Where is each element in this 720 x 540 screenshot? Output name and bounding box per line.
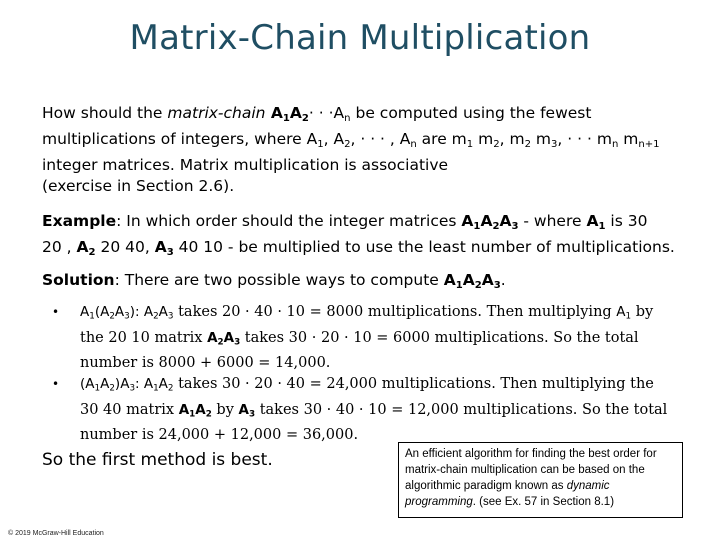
subscript: 3: [248, 409, 256, 420]
bullet-icon: •: [52, 305, 60, 319]
intro-text: be computed using the fewest: [350, 104, 592, 122]
matrix-label: A: [289, 104, 302, 122]
bullet-text: by: [211, 401, 239, 418]
example-text: : In which order should the integer matrices: [116, 212, 462, 230]
bullet-line: [80, 328, 692, 354]
subscript: 3: [511, 221, 519, 233]
intro-line-4: (exercise in Section 2.6).: [42, 177, 235, 196]
intro-line-3: integer matrices. Matrix multiplication is associative: [42, 156, 449, 175]
bullet-text: takes 30 · 20 · 10 = 6000 multiplications. So the total: [240, 329, 639, 346]
copyright-footer: © 2019 McGraw-Hill Education: [8, 530, 104, 537]
note-box: [398, 442, 683, 518]
intro-text: m: [530, 130, 552, 149]
note-text: An efficient algorithm for finding the best order for matrix-chain multiplication can be based on the algorithmic paradigm known as: [405, 448, 657, 492]
note-emphasis: dynamic programming: [405, 480, 610, 508]
bullet-text: takes 30 · 40 · 10 = 12,000 multiplications. So the total: [255, 401, 668, 418]
bullet-item-2: [52, 374, 692, 446]
example-line-1: [42, 211, 702, 237]
intro-text: m: [618, 130, 639, 149]
subscript: 2: [474, 280, 482, 292]
matrix-a2: $A_2$: [76, 238, 96, 259]
bullet-line: [80, 374, 692, 400]
page-title: Matrix-Chain Multiplication: [129, 18, 591, 58]
subscript: 3: [124, 311, 130, 322]
bullet-line: [80, 400, 692, 426]
bullet-text: (A: [80, 376, 95, 392]
intro-paragraph: [42, 103, 702, 197]
example-line-2: [42, 237, 702, 263]
solution-text: : There are two possible ways to compute: [114, 271, 444, 289]
intro-text: How should the: [42, 104, 168, 122]
example-paragraph: [42, 211, 702, 263]
bullet-icon: •: [52, 377, 60, 391]
matrix-label: A: [265, 104, 283, 122]
subscript: 1: [153, 383, 159, 394]
subscript: 1: [625, 311, 632, 322]
subscript: 1: [189, 409, 196, 420]
intro-emphasis: matrix-chain: [167, 104, 266, 122]
subscript: 2: [217, 337, 224, 348]
conclusion: So the first method is best.: [42, 450, 273, 470]
intro-text: , A: [323, 130, 345, 149]
bullet-line: [80, 302, 692, 328]
bullet-text: )A: [114, 376, 130, 392]
subscript: 1: [282, 113, 290, 125]
bullet-text: 30 40 matrix: [80, 401, 179, 418]
subscript: 3: [167, 311, 174, 322]
subscript: 2: [88, 247, 96, 259]
bullet-text: A: [158, 376, 168, 392]
subscript: 3: [493, 280, 501, 292]
intro-line-2: [42, 129, 702, 155]
intro-text: m: [473, 130, 494, 149]
solution-paragraph: Solution: There are two possible ways to compute $A_1A_2A_3$.: [42, 271, 506, 292]
bullet-text: : A: [135, 376, 154, 392]
matrix-chain: $A_1A_2A_3$: [443, 271, 501, 292]
subscript: 2: [492, 221, 500, 233]
subscript: 1: [455, 280, 463, 292]
example-text: 20 ,: [42, 238, 77, 257]
matrix-a1: $A_1$: [586, 212, 606, 233]
bullet-text: ): A: [129, 304, 154, 320]
subscript: 2: [153, 311, 159, 322]
bullet-text: A: [114, 304, 125, 320]
list-item: [52, 302, 692, 374]
bullet-line: number is 8000 + 6000 = 14,000.: [80, 355, 331, 372]
subscript: n: [344, 113, 351, 125]
subscript: 3: [129, 383, 136, 394]
subscript: 1: [94, 383, 101, 394]
matrix-a1a2: $A_1A_2$: [178, 401, 212, 420]
bullet-item-1: [52, 302, 692, 374]
subscript: 1: [317, 139, 324, 151]
matrix-a1: $A_1$: [616, 304, 632, 322]
matrix-chain: $A_1A_2A_3$: [461, 212, 519, 233]
example-text: - where: [518, 212, 587, 230]
subscript: n: [410, 139, 417, 151]
example-text: is 30: [605, 212, 648, 230]
intro-line-1: [42, 103, 702, 129]
subscript: 1: [473, 221, 481, 233]
subscript: 3: [551, 139, 558, 151]
example-text: 40 10 - be multiplied to use the least number of multiplications.: [173, 238, 675, 257]
example-text: 20 40,: [95, 238, 155, 257]
subscript: 3: [234, 337, 241, 348]
subscript: n: [611, 139, 619, 151]
bullet-text: takes 30 · 20 · 40 = 24,000 multiplications. Then multiplying the: [173, 376, 654, 392]
subscript: 2: [109, 383, 115, 394]
subscript: 2: [344, 139, 351, 151]
subscript: 2: [524, 139, 531, 151]
subscript: n+1: [638, 139, 660, 151]
matrix-a3: $A_3$: [238, 401, 256, 420]
bullet-text: by: [631, 304, 654, 320]
bullet-text: takes 20 · 40 · 10 = 8000 multiplications. Then multiplying: [173, 304, 617, 320]
subscript: 1: [466, 139, 474, 151]
bullet-label: [80, 304, 174, 320]
matrix-a3: $A_3$: [154, 238, 174, 259]
subscript: 1: [598, 221, 606, 233]
intro-text: , · · · , A: [350, 130, 411, 149]
bullet-line: number is 24,000 + 12,000 = 36,000.: [80, 427, 359, 444]
intro-text: , m: [499, 130, 525, 149]
bullet-text: A: [158, 304, 168, 320]
subscript: 2: [205, 409, 212, 420]
subscript: 1: [89, 311, 95, 322]
intro-text: multiplications of integers, where A: [42, 130, 318, 149]
matrix-a2a3: $A_2A_3$: [207, 329, 241, 348]
subscript: 2: [167, 383, 174, 394]
list-item: [52, 374, 692, 446]
subscript: 2: [301, 113, 309, 125]
bullet-label: [80, 376, 174, 392]
bullet-text: A: [80, 304, 90, 320]
subscript: 2: [493, 139, 500, 151]
bullet-text: (A: [94, 304, 110, 320]
bullet-text: A: [100, 376, 110, 392]
solution-label: Solution: [42, 271, 115, 289]
intro-text: · · ·A: [308, 104, 345, 122]
matrix-a1: [265, 104, 309, 125]
subscript: 2: [109, 311, 115, 322]
intro-text: , · · · m: [557, 130, 612, 149]
note-text: . (see Ex. 57 in Section 8.1): [472, 496, 615, 508]
example-label: Example: [42, 212, 117, 230]
bullet-text: the 20 10 matrix: [80, 329, 208, 346]
intro-text: are m: [416, 130, 467, 149]
subscript: 3: [166, 247, 174, 259]
